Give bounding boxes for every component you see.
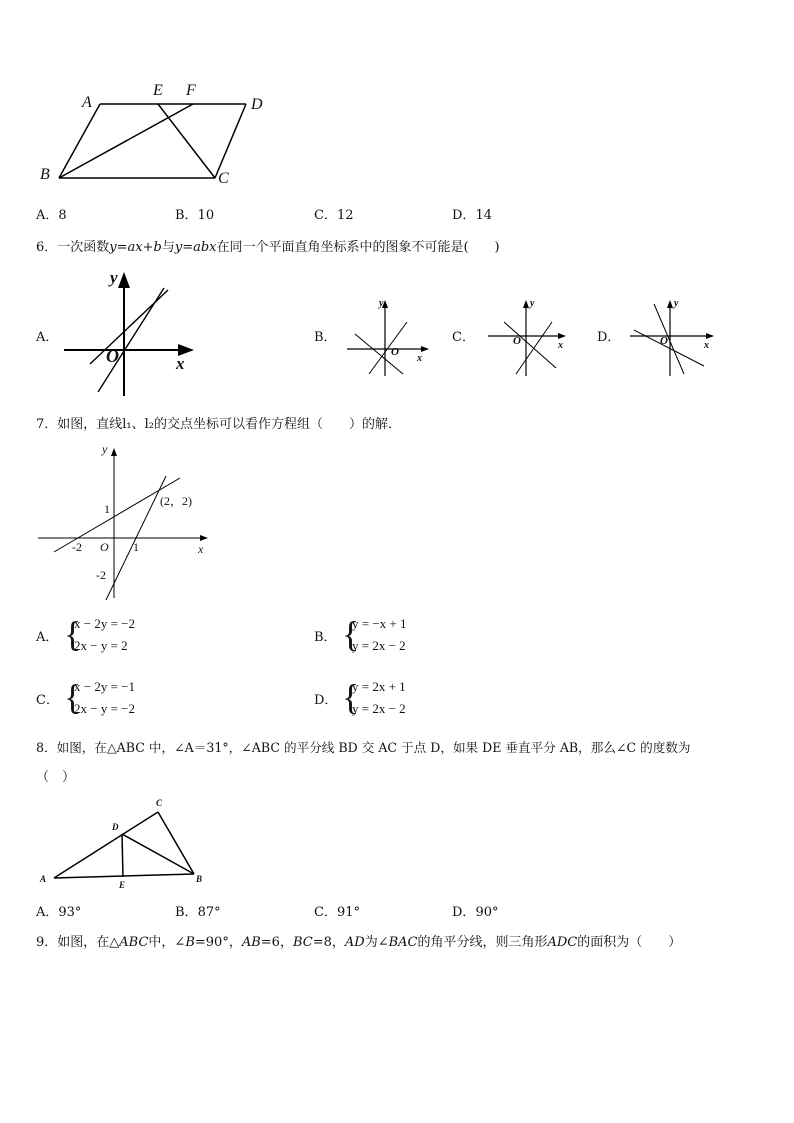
q7d-eq1: y = 2x + 1 (352, 679, 406, 694)
q6-option-c[interactable]: C． (452, 330, 475, 345)
q6-option-d[interactable]: D． (597, 330, 621, 345)
q6b-origin-label: O (391, 346, 399, 358)
q5-option-d[interactable]: D．14 (452, 208, 492, 223)
label-a: A (82, 94, 92, 111)
q8-label-d: D (112, 822, 119, 832)
q6-graph-d (628, 298, 728, 378)
q7b-eq1: y = −x + 1 (352, 616, 407, 631)
q8-question-line2: （ ） (36, 770, 76, 785)
q6a-origin-label: O (106, 346, 119, 366)
q7-tick-x-neg2: -2 (72, 540, 82, 554)
q7b-eq2: y = 2x − 2 (352, 638, 406, 653)
q7-question: 7．如图，直线l₁、l₂的交点坐标可以看作方程组（ ）的解． (36, 417, 402, 432)
q6c-x-label: x (558, 340, 563, 351)
q6d-origin-label: O (660, 335, 668, 347)
label-d: D (251, 96, 263, 113)
q6c-y-label: y (530, 298, 535, 309)
q7-tick-x-1: 1 (133, 540, 139, 554)
q6-option-b[interactable]: B． (314, 330, 337, 345)
q6a-y-label: y (110, 268, 118, 287)
q8-label-e: E (119, 880, 126, 890)
q7-origin-label: O (100, 540, 109, 554)
label-e: E (153, 82, 163, 99)
q5-option-b[interactable]: B．10 (175, 208, 215, 223)
q8-label-c: C (156, 798, 163, 808)
q8-option-b[interactable]: B．87° (175, 905, 221, 920)
q5-figure (30, 80, 280, 190)
q7d-eq2: y = 2x − 2 (352, 701, 406, 716)
q6d-x-label: x (704, 340, 709, 351)
q8-option-a[interactable]: A．93° (36, 905, 82, 920)
q6-graph-c (486, 298, 576, 378)
q8-question-line1: 8．如图，在△ABC 中，∠A＝31°，∠ABC 的平分线 BD 交 AC 于点 D，如果 DE 垂直平分 AB，那么∠C 的度数为 (36, 740, 691, 755)
label-c: C (218, 170, 229, 187)
q5-option-a[interactable]: A．8 (36, 208, 67, 223)
q8-option-c[interactable]: C．91° (314, 905, 360, 920)
q7-graph (36, 440, 216, 602)
q7c-eq1: x − 2y = −1 (74, 679, 135, 694)
q7-option-c[interactable]: C． (36, 693, 59, 708)
q9-question: 9．如图，在△ABC中，∠B=90°，AB=6，BC=8，AD为∠BAC的角平分线，则三角形ADC的面积为（ ） (36, 935, 682, 950)
q6b-y-label: y (379, 298, 384, 309)
q7-option-d[interactable]: D． (314, 693, 338, 708)
q6c-origin-label: O (513, 335, 521, 347)
q5-option-c[interactable]: C．12 (314, 208, 354, 223)
label-b: B (40, 166, 50, 183)
q6-graph-a (60, 268, 200, 398)
q8-triangle-figure (36, 796, 216, 896)
q7-tick-y-neg2: -2 (96, 568, 106, 582)
q7-option-b[interactable]: B． (314, 630, 337, 645)
q8-option-d[interactable]: D．90° (452, 905, 499, 920)
q6d-y-label: y (674, 298, 679, 309)
q7-tick-y-1: 1 (104, 502, 110, 516)
q6-question: 6．一次函数y=ax+b与y=abx在同一个平面直角坐标系中的图象不可能是( ) (36, 240, 500, 255)
q7-intersection-label: (2，2) (160, 494, 192, 508)
label-f: F (186, 82, 196, 99)
q7a-eq2: 2x − y = 2 (74, 638, 128, 653)
q6a-x-label: x (176, 354, 185, 373)
q7-y-label: y (102, 442, 108, 456)
q7c-eq2: 2x − y = −2 (74, 701, 135, 716)
q7a-eq1: x − 2y = −2 (74, 616, 135, 631)
q7-x-label: x (198, 542, 204, 556)
q8-label-a: A (40, 874, 47, 884)
q6-graph-b (345, 298, 435, 378)
q7-option-a[interactable]: A． (36, 630, 59, 645)
q6-option-a[interactable]: A． (36, 330, 59, 345)
q8-label-b: B (196, 874, 203, 884)
q6b-x-label: x (417, 353, 422, 364)
